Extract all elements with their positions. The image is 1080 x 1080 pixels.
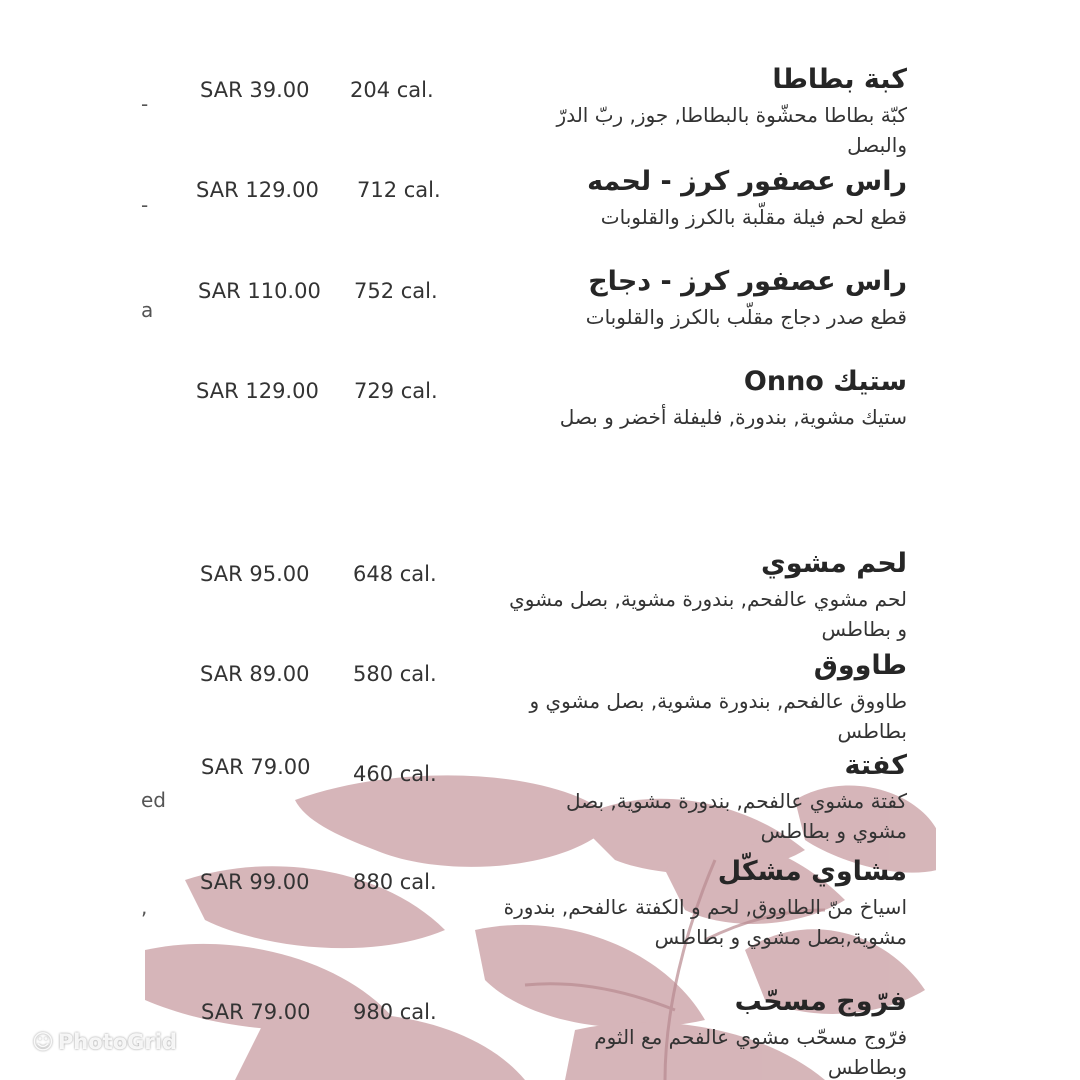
menu-item bbox=[145, 548, 937, 641]
item-description: قطع لحم فيلة مقلّبة بالكرز والقلوبات bbox=[600, 205, 907, 229]
item-calories: 752 cal. bbox=[354, 279, 438, 303]
item-description: لحم مشوي عالفحم, بندورة مشوية, بصل مشوي و بطاطس bbox=[509, 587, 907, 641]
smile-icon: ☺ bbox=[32, 1030, 54, 1054]
menu-item bbox=[145, 366, 937, 429]
menu-item bbox=[145, 650, 937, 743]
item-description: كفتة مشوي عالفحم, بندورة مشوية, بصل مشوي و بطاطس bbox=[565, 789, 907, 843]
item-name: مشاوي مشكّل bbox=[717, 856, 907, 887]
item-name: طاووق bbox=[813, 650, 907, 681]
item-calories: 580 cal. bbox=[353, 662, 437, 686]
item-name: كفتة bbox=[844, 750, 907, 781]
menu-item bbox=[145, 856, 937, 949]
item-description: اسياخ منّ الطاووق, لحم و الكفتة عالفحم, بندورة مشوية,بصل مشوي و بطاطس bbox=[503, 895, 907, 949]
left-page-fragment: , bbox=[141, 895, 148, 919]
left-page-fragment: - bbox=[141, 193, 149, 217]
item-name: كبة بطاطا bbox=[772, 64, 907, 95]
item-price: SAR 129.00 bbox=[196, 379, 319, 403]
menu-item bbox=[145, 64, 937, 157]
item-price: SAR 99.00 bbox=[200, 870, 310, 894]
item-calories: 712 cal. bbox=[357, 178, 441, 202]
photogrid-watermark bbox=[32, 1030, 177, 1054]
item-calories: 204 cal. bbox=[350, 78, 434, 102]
item-description: طاووق عالفحم, بندورة مشوية, بصل مشوي و بطاطس bbox=[529, 689, 907, 743]
right-margin bbox=[936, 0, 1080, 1080]
menu-item bbox=[145, 266, 937, 329]
item-description: فرّوج مسحّب مشوي عالفحم مع الثوم وبطاطس bbox=[594, 1025, 907, 1079]
left-page-fragment: - bbox=[141, 92, 149, 116]
left-crop-strip bbox=[0, 0, 148, 1080]
item-description: كبّة بطاطا محشّوة بالبطاطا, جوز, ربّ الدرّ والبصل bbox=[556, 103, 907, 157]
item-price: SAR 95.00 bbox=[200, 562, 310, 586]
item-calories: 648 cal. bbox=[353, 562, 437, 586]
item-price: SAR 39.00 bbox=[200, 78, 310, 102]
item-name: لحم مشوي bbox=[760, 548, 907, 579]
item-description: ستيك مشوية, بندورة, فليفلة أخضر و بصل bbox=[559, 405, 907, 429]
item-calories: 729 cal. bbox=[354, 379, 438, 403]
item-price: SAR 79.00 bbox=[201, 1000, 311, 1024]
item-calories: 460 cal. bbox=[353, 762, 437, 786]
item-price: SAR 89.00 bbox=[200, 662, 310, 686]
left-page-fragment: ed bbox=[141, 788, 166, 812]
item-name: راس عصفور كرز - لحمه bbox=[587, 166, 907, 197]
item-price: SAR 110.00 bbox=[198, 279, 321, 303]
menu-item bbox=[145, 750, 937, 843]
item-name: راس عصفور كرز - دجاج bbox=[588, 266, 907, 297]
item-price: SAR 129.00 bbox=[196, 178, 319, 202]
left-page-fragment: a bbox=[141, 298, 154, 322]
item-description: قطع صدر دجاج مقلّب بالكرز والقلوبات bbox=[585, 305, 907, 329]
item-name: ستيك Onno bbox=[743, 366, 907, 397]
item-price: SAR 79.00 bbox=[201, 755, 311, 779]
item-name: فرّوج مسحّب bbox=[734, 986, 907, 1017]
menu-item bbox=[145, 986, 937, 1079]
menu-item bbox=[145, 166, 937, 229]
item-calories: 880 cal. bbox=[353, 870, 437, 894]
watermark-text: PhotoGrid bbox=[57, 1030, 177, 1054]
item-calories: 980 cal. bbox=[353, 1000, 437, 1024]
